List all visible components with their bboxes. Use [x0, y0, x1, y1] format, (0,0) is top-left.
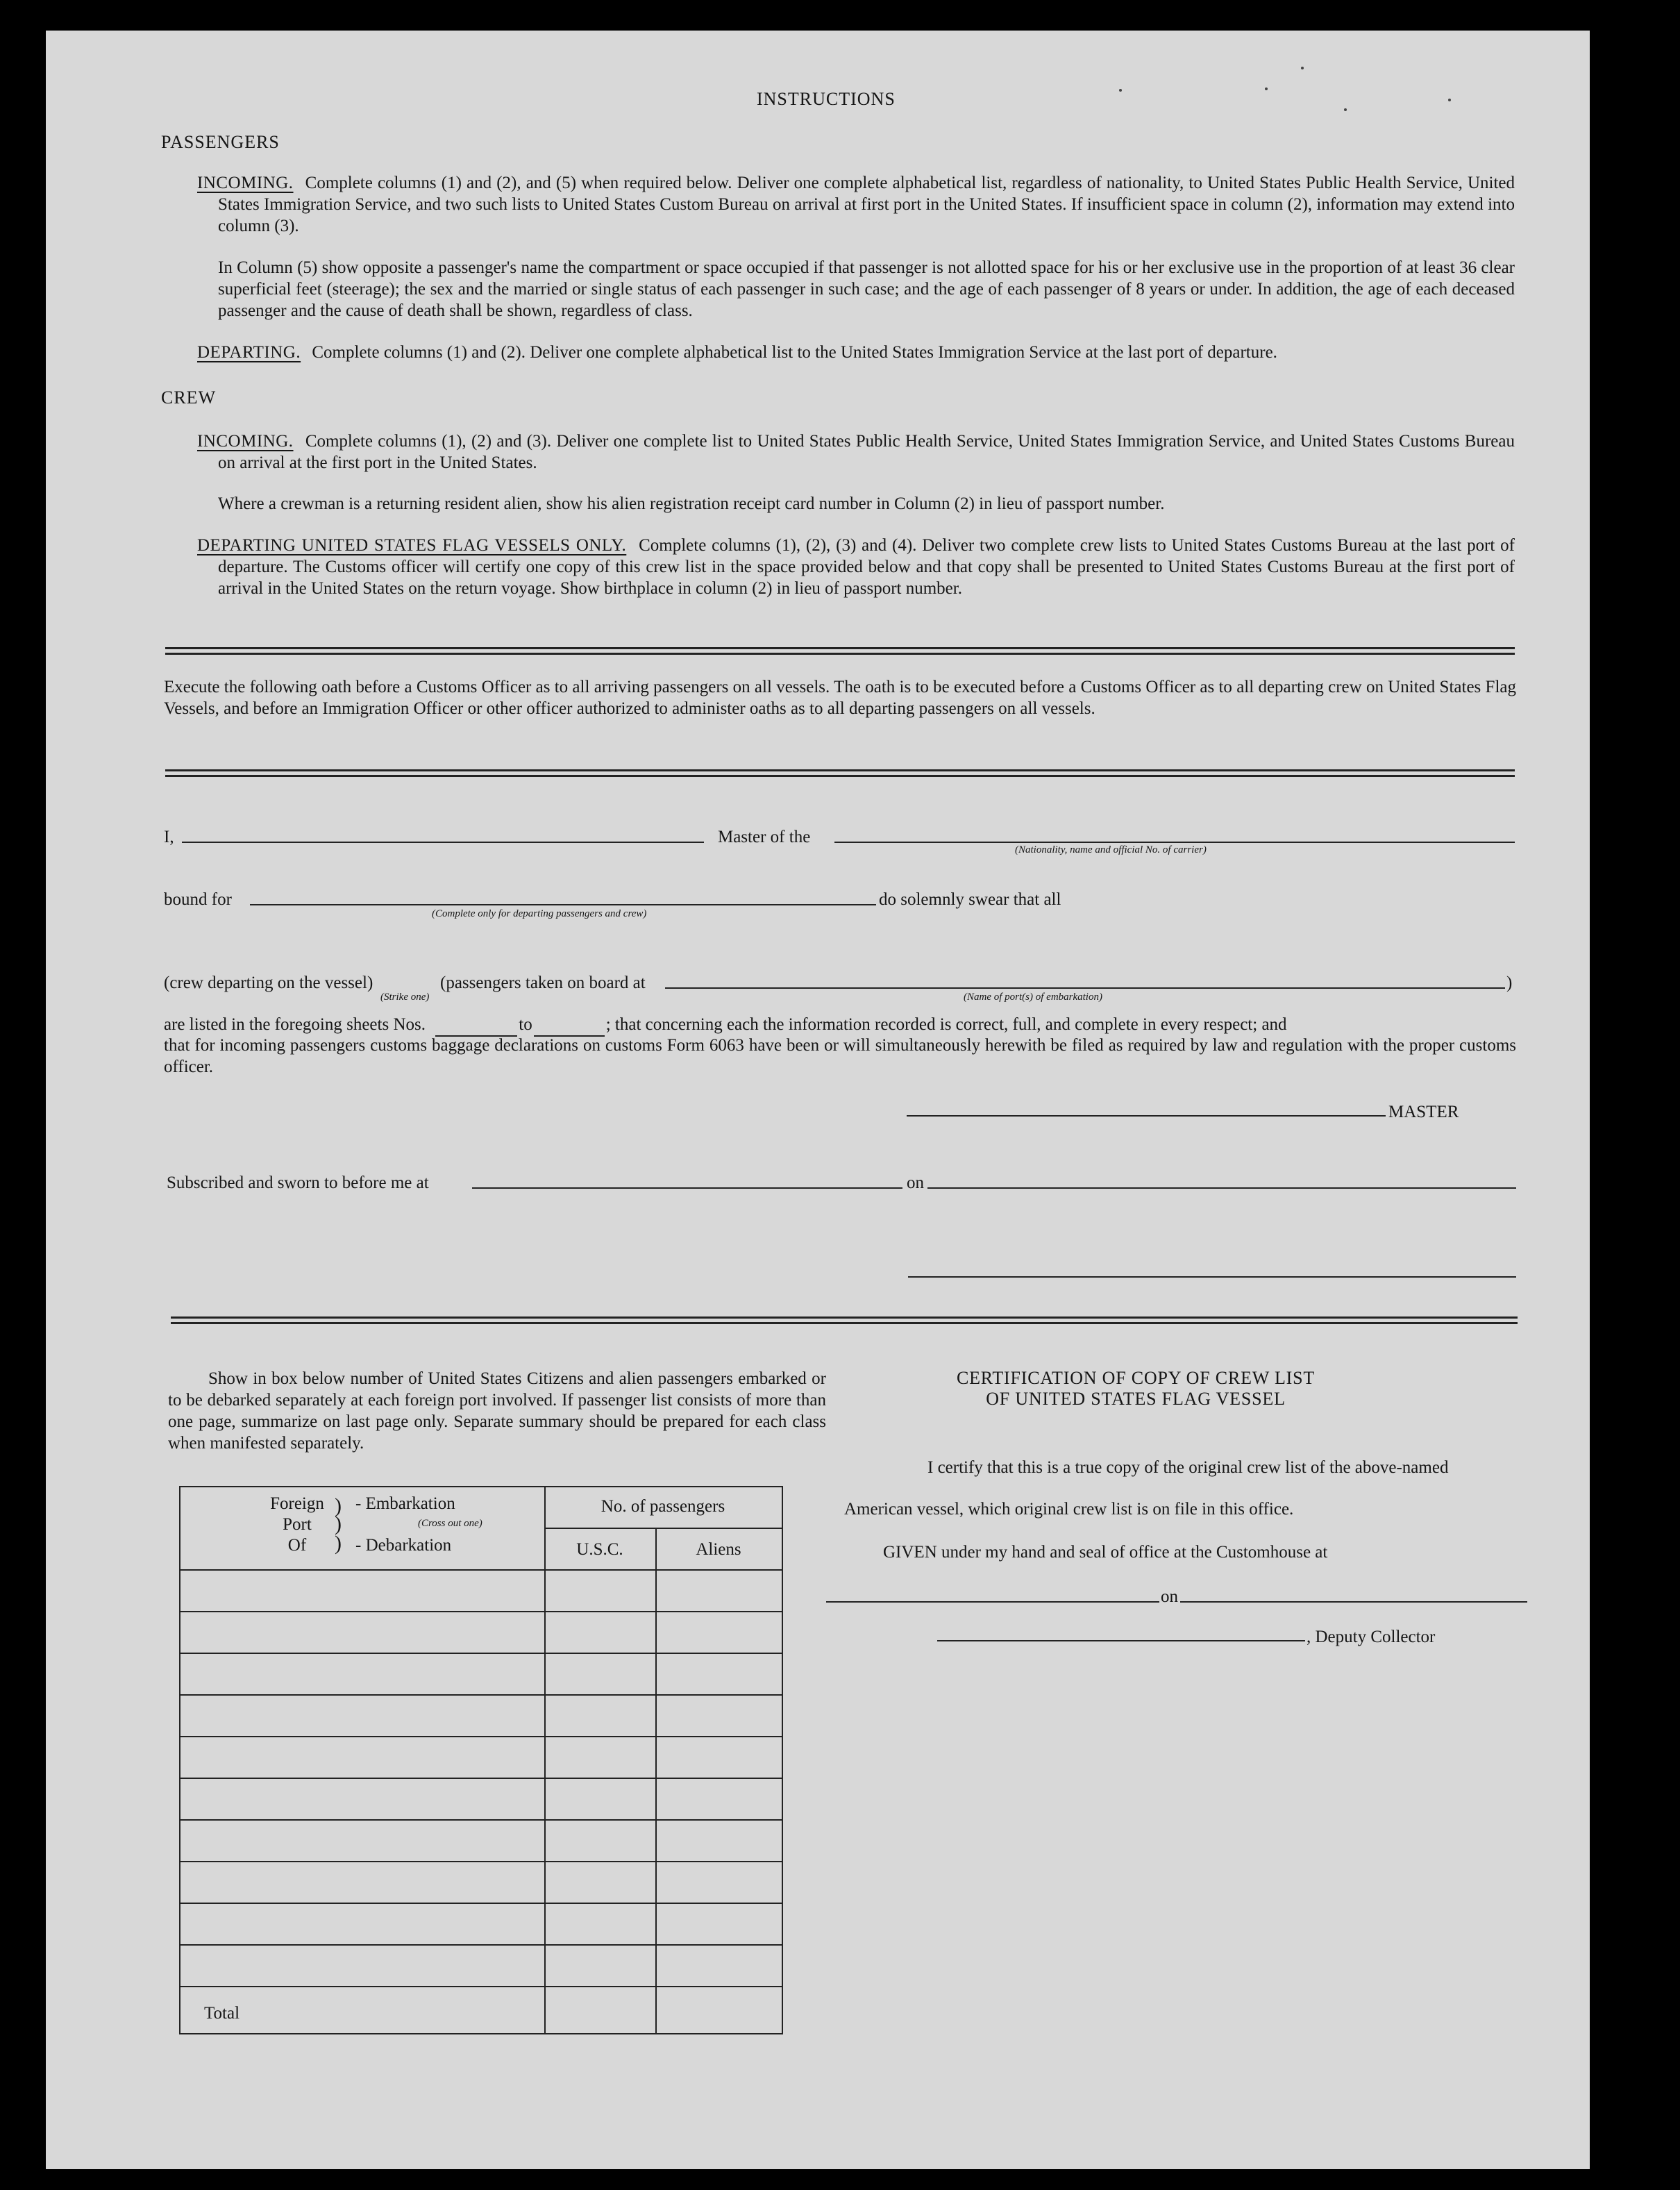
foreign-label: Foreign — [270, 1494, 324, 1513]
subscribed-text: Subscribed and sworn to before me at — [167, 1173, 429, 1192]
crew-alien-paragraph: Where a crewman is a returning resident alien, show his alien registration receipt card number in Column (2) in lieu of passport number. — [218, 494, 1165, 513]
table-row — [179, 1944, 782, 1946]
scan-speck — [1448, 99, 1451, 101]
scan-speck — [1119, 89, 1122, 92]
table-row — [179, 1903, 782, 1904]
table-row — [179, 1653, 782, 1654]
table-row — [179, 1819, 782, 1821]
usc-header: U.S.C. — [576, 1540, 623, 1559]
deputy-collector-label: , Deputy Collector — [1307, 1628, 1436, 1646]
swear-text: do solemnly swear that all — [879, 890, 1061, 909]
brace-mark: ) — [335, 1494, 342, 1517]
crew-departing-label: DEPARTING UNITED STATES FLAG VESSELS ONLY. — [197, 536, 627, 555]
embarkation-label[interactable]: - Embarkation — [355, 1494, 455, 1513]
certification-date-line[interactable] — [1180, 1601, 1527, 1603]
summary-instructions: Show in box below number of United States Citizens and alien passengers embarked or to be debarked separately at each foreign port involved. If passenger list consists of more than one page, summarize on last page only. Separate summary should be prepared for each class when manifested separately. — [168, 1369, 826, 1453]
master-of-the-label: Master of the — [718, 828, 811, 846]
passengers-incoming-paragraph — [197, 172, 1515, 237]
ports-caption: (Name of port(s) of embarkation) — [964, 992, 1102, 1003]
crew-incoming-label: INCOMING. — [197, 432, 294, 451]
close-paren: ) — [1506, 973, 1513, 992]
sworn-date-line[interactable] — [927, 1187, 1516, 1189]
summary-table — [179, 1486, 783, 2034]
passengers-incoming-text: Complete columns (1) and (2), and (5) when required below. Deliver one complete alphabetical list, regardless of nationality, to United States Public Health Service, United States Immigration Service, and two such lists to United States Custom Bureau on arrival at first port in the United States. If insufficient space in column (2), information may extend into column (3). — [218, 174, 1515, 235]
strike-one-caption: (Strike one) — [380, 992, 430, 1003]
oath-intro-paragraph: Execute the following oath before a Customs Officer as to all arriving passengers on all vessels. The oath is to be executed before a Customs Officer as to all departing crew on United States Flag Vessels, and before an Immigration Officer or other officer authorized to administer oaths as to all departing passengers on all vessels. — [164, 678, 1516, 718]
carrier-line[interactable] — [834, 842, 1515, 843]
sheet-to-field[interactable] — [534, 1014, 605, 1037]
master-signature-line[interactable] — [907, 1115, 1386, 1117]
passengers-departing-paragraph — [197, 342, 1515, 363]
sworn-on-label: on — [907, 1173, 924, 1192]
deputy-collector-signature-line[interactable] — [937, 1640, 1305, 1641]
total-label: Total — [204, 2004, 240, 2023]
master-name-line[interactable] — [182, 842, 704, 843]
certify-line2: American vessel, which original crew list is on file in this office. — [844, 1500, 1294, 1519]
section-divider — [165, 647, 1515, 655]
crew-incoming-paragraph — [197, 431, 1515, 474]
table-divider — [655, 1528, 657, 2033]
complete-only-caption: (Complete only for departing passengers and crew) — [432, 908, 647, 919]
passengers-departing-text: Complete columns (1) and (2). Deliver one complete alphabetical list to the United States Immigration Service at the last port of departure. — [312, 343, 1277, 362]
sworn-place-line[interactable] — [472, 1187, 902, 1189]
table-border — [179, 1486, 783, 2034]
nationality-caption: (Nationality, name and official No. of carrier) — [1015, 844, 1207, 855]
instructions-title: INSTRUCTIONS — [757, 89, 896, 109]
passengers-taken-option[interactable]: (passengers taken on board at — [440, 973, 646, 992]
customhouse-line[interactable] — [826, 1601, 1159, 1603]
brace-mark: ) — [335, 1512, 342, 1535]
baggage-paragraph: that for incoming passengers customs baggage declarations on customs Form 6063 have been or will simultaneously herewith be filed as required by law and regulation with the proper customs officer. — [164, 1036, 1516, 1076]
cross-out-caption: (Cross out one) — [418, 1518, 482, 1529]
crew-departing-text: Complete columns (1), (2), (3) and (4). Deliver two complete crew lists to United States Customs Bureau at the last port of departure. The Customs officer will certify one copy of this crew list in the space provided below and that copy shall be presented to United States Customs Bureau at the first port of arrival in the United States on the return voyage. Show birthplace in column (2) in lieu of passport number. — [218, 536, 1515, 598]
bound-for-label: bound for — [164, 890, 232, 909]
i-label: I, — [164, 828, 174, 846]
certification-title-line1: CERTIFICATION OF COPY OF CREW LIST — [956, 1368, 1316, 1388]
passengers-departing-label: DEPARTING. — [197, 343, 301, 362]
crew-heading: CREW — [161, 387, 217, 408]
no-of-passengers-header: No. of passengers — [600, 1497, 725, 1516]
crew-departing-option[interactable]: (crew departing on the vessel) — [164, 973, 373, 992]
passengers-incoming-label: INCOMING. — [197, 174, 294, 192]
debarkation-label[interactable]: - Debarkation — [355, 1536, 452, 1555]
table-row — [179, 1736, 782, 1737]
scan-speck — [1344, 108, 1347, 111]
scan-speck — [1265, 87, 1268, 90]
port-label: Port — [283, 1515, 312, 1534]
bound-for-line[interactable] — [250, 904, 876, 905]
officer-signature-line[interactable] — [908, 1276, 1516, 1278]
to-label: to — [519, 1015, 532, 1034]
master-label: MASTER — [1388, 1103, 1459, 1121]
crew-incoming-text: Complete columns (1), (2) and (3). Deliver one complete list to United States Public Health Service, United States Immigration Service, and United States Customs Bureau on arrival at the first port in the United States. — [218, 432, 1515, 472]
embarkation-ports-line[interactable] — [665, 987, 1505, 989]
table-divider — [544, 1528, 782, 1529]
passengers-column5-paragraph: In Column (5) show opposite a passenger's name the compartment or space occupied if that passenger is not allotted space for his or her exclusive use in the proportion of at least 36 clear superficial feet (steerage); the sex and the married or single status of each passenger in such case; and the age of each passenger of 8 years or under. In addition, the age of each deceased passenger and the cause of death shall be shown, regardless of class. — [218, 258, 1515, 320]
listed-sheets-line — [164, 1014, 1516, 1037]
crew-departing-paragraph — [197, 535, 1515, 599]
scan-speck — [1301, 67, 1304, 69]
certify-line1: I certify that this is a true copy of the original crew list of the above-named — [927, 1458, 1449, 1477]
table-row — [179, 1778, 782, 1779]
brace-mark: ) — [335, 1532, 342, 1555]
aliens-header: Aliens — [696, 1540, 741, 1559]
passengers-heading: PASSENGERS — [161, 132, 280, 152]
section-divider — [171, 1316, 1518, 1324]
given-text: GIVEN under my hand and seal of office at the Customhouse at — [883, 1543, 1328, 1562]
form-page — [46, 31, 1590, 2169]
listed-text-start: are listed in the foregoing sheets Nos. — [164, 1015, 426, 1034]
table-row — [179, 1986, 782, 1987]
sheet-from-field[interactable] — [435, 1014, 517, 1037]
table-row — [179, 1611, 782, 1612]
section-divider — [165, 769, 1515, 777]
certification-title-line2: OF UNITED STATES FLAG VESSEL — [986, 1389, 1286, 1409]
table-row — [179, 1694, 782, 1696]
table-row — [179, 1861, 782, 1862]
table-divider — [179, 1569, 782, 1571]
table-divider — [544, 1486, 546, 2033]
of-label: Of — [287, 1536, 307, 1555]
listed-text-end: ; that concerning each the information recorded is correct, full, and complete in every respect; and — [605, 1015, 1287, 1034]
certification-on-label: on — [1161, 1587, 1178, 1606]
